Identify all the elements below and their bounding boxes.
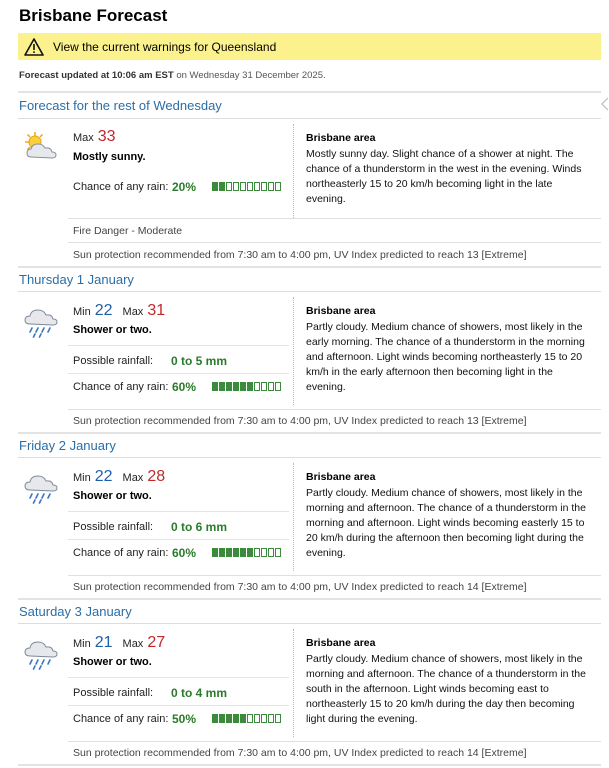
- divider: [68, 218, 601, 219]
- divider: [18, 764, 601, 766]
- day-heading: Friday 2 January: [19, 438, 116, 453]
- min-temp: 22: [94, 468, 113, 485]
- divider: [18, 623, 601, 624]
- chance-bar-segment: [247, 182, 253, 191]
- chance-bar-segment: [212, 548, 218, 557]
- max-temp: 33: [97, 128, 116, 145]
- day-heading: Saturday 3 January: [19, 604, 132, 619]
- chance-bar-segment: [219, 382, 225, 391]
- chevron-left-icon[interactable]: [600, 96, 609, 112]
- area-heading: Brisbane area: [306, 305, 376, 317]
- chance-rain-value: 50%: [172, 712, 197, 726]
- day-heading: Forecast for the rest of Wednesday: [19, 98, 222, 113]
- page-title: Brisbane Forecast: [19, 6, 168, 25]
- divider: [68, 511, 289, 512]
- divider: [68, 705, 289, 706]
- chance-bar-segment: [233, 548, 239, 557]
- forecast-summary: Shower or two.: [73, 656, 152, 668]
- column-divider: [293, 629, 294, 737]
- chance-rain-label: Chance of any rain:: [73, 713, 169, 725]
- chance-bar-segment: [219, 714, 225, 723]
- sun-protection: Sun protection recommended from 7:30 am to 4:00 pm, UV Index predicted to reach 13 [Extreme]: [73, 249, 527, 261]
- temperature-range: Min 22 Max 28: [73, 468, 166, 485]
- chance-bar-segment: [240, 548, 246, 557]
- chance-bar-segment: [261, 548, 267, 557]
- forecast-text: Partly cloudy. Medium chance of showers, most likely in the morning and afternoon. The chance of a thunderstorm in the south in the afternoon. Light winds becoming east to northeasterly 15 to 20 km/h during the day then becoming light during the evening.: [306, 653, 586, 725]
- chance-bar-segment: [275, 382, 281, 391]
- sun-protection: Sun protection recommended from 7:30 am to 4:00 pm, UV Index predicted to reach 14 [Extreme]: [73, 747, 527, 759]
- rainfall-amount: 0 to 6 mm: [171, 520, 228, 534]
- forecast-text: Mostly sunny day. Slight chance of a shower at night. The chance of a thunderstorm in the west in the evening. Winds northeasterly 15 to 20 km/h becoming light in the late evening.: [306, 148, 582, 205]
- chance-bar-segment: [268, 182, 274, 191]
- temperature-range: Max 33: [73, 128, 116, 145]
- rainfall-amount: 0 to 5 mm: [171, 354, 228, 368]
- warning-triangle-icon: [24, 37, 46, 57]
- chance-bar-segment: [254, 548, 260, 557]
- chance-bar-segment: [261, 182, 267, 191]
- chance-bar-segment: [240, 382, 246, 391]
- chance-rain-label: Chance of any rain:: [73, 381, 169, 393]
- chance-bar-segment: [226, 714, 232, 723]
- divider: [68, 373, 289, 374]
- day-heading: Thursday 1 January: [19, 272, 134, 287]
- chance-bar-segment: [219, 182, 225, 191]
- divider: [18, 266, 601, 268]
- column-divider: [293, 463, 294, 571]
- forecast-summary: Mostly sunny.: [73, 151, 146, 163]
- min-temp: 22: [94, 302, 113, 319]
- sun-protection: Sun protection recommended from 7:30 am to 4:00 pm, UV Index predicted to reach 14 [Extreme]: [73, 581, 527, 593]
- column-divider: [293, 297, 294, 405]
- warnings-link[interactable]: [18, 33, 601, 60]
- divider: [68, 539, 289, 540]
- divider: [18, 118, 601, 119]
- divider: [68, 242, 601, 243]
- area-heading: Brisbane area: [306, 132, 376, 144]
- chance-bar-segment: [275, 714, 281, 723]
- chance-bar-segment: [261, 714, 267, 723]
- chance-bar-segment: [233, 714, 239, 723]
- chance-bar-segment: [226, 548, 232, 557]
- rainfall-label: Possible rainfall:: [73, 355, 154, 367]
- divider: [68, 409, 601, 410]
- chance-rain-bar: [212, 714, 282, 723]
- forecast-summary: Shower or two.: [73, 324, 152, 336]
- chance-bar-segment: [226, 382, 232, 391]
- chance-bar-segment: [261, 382, 267, 391]
- shower-icon: [21, 636, 59, 670]
- sun-protection: Sun protection recommended from 7:30 am to 4:00 pm, UV Index predicted to reach 13 [Extreme]: [73, 415, 527, 427]
- chance-rain-bar: [212, 382, 282, 391]
- divider: [68, 741, 601, 742]
- chance-bar-segment: [275, 548, 281, 557]
- chance-rain-value: 60%: [172, 546, 197, 560]
- divider: [68, 575, 601, 576]
- chance-bar-segment: [233, 182, 239, 191]
- chance-bar-segment: [254, 714, 260, 723]
- warnings-link-label: View the current warnings for Queensland: [53, 39, 277, 54]
- column-divider: [293, 124, 294, 218]
- chance-bar-segment: [268, 382, 274, 391]
- divider: [18, 432, 601, 434]
- chance-rain-bar: [212, 182, 282, 191]
- max-temp: 28: [147, 468, 166, 485]
- area-heading: Brisbane area: [306, 471, 376, 483]
- forecast-text: Partly cloudy. Medium chance of showers, most likely in the morning and afternoon. The chance of a thunderstorm in the morning and afternoon. Light winds becoming easterly 15 to 20 km/h during the afternoon then becoming light during the evening.: [306, 487, 586, 559]
- chance-bar-segment: [212, 182, 218, 191]
- area-heading: Brisbane area: [306, 637, 376, 649]
- fire-danger: Fire Danger - Moderate: [73, 225, 183, 237]
- chance-bar-segment: [240, 182, 246, 191]
- divider: [68, 677, 289, 678]
- max-temp: 27: [147, 634, 166, 651]
- rainfall-label: Possible rainfall:: [73, 521, 154, 533]
- chance-rain-label: Chance of any rain:: [73, 181, 169, 193]
- chance-bar-segment: [212, 382, 218, 391]
- chance-bar-segment: [219, 548, 225, 557]
- chance-bar-segment: [240, 714, 246, 723]
- chance-bar-segment: [226, 182, 232, 191]
- forecast-summary: Shower or two.: [73, 490, 152, 502]
- chance-bar-segment: [233, 382, 239, 391]
- temperature-range: Min 22 Max 31: [73, 302, 166, 319]
- mostly-sunny-icon: [21, 130, 59, 164]
- chance-bar-segment: [268, 548, 274, 557]
- max-temp: 31: [147, 302, 166, 319]
- rainfall-label: Possible rainfall:: [73, 687, 154, 699]
- chance-bar-segment: [268, 714, 274, 723]
- shower-icon: [21, 304, 59, 338]
- chance-bar-segment: [254, 382, 260, 391]
- divider: [18, 91, 601, 93]
- divider: [18, 457, 601, 458]
- forecast-text: Partly cloudy. Medium chance of showers, most likely in the early morning. The chance of a thunderstorm in the morning and afternoon. Light winds becoming northeasterly 15 to 20 km/h in the early afternoon then becoming light in the evening.: [306, 321, 585, 393]
- chance-rain-bar: [212, 548, 282, 557]
- chance-bar-segment: [275, 182, 281, 191]
- chance-rain-value: 20%: [172, 180, 197, 194]
- chance-rain-value: 60%: [172, 380, 197, 394]
- chance-bar-segment: [247, 548, 253, 557]
- min-temp: 21: [94, 634, 113, 651]
- rainfall-amount: 0 to 4 mm: [171, 686, 228, 700]
- chance-bar-segment: [254, 182, 260, 191]
- chance-bar-segment: [247, 382, 253, 391]
- chance-rain-label: Chance of any rain:: [73, 547, 169, 559]
- shower-icon: [21, 470, 59, 504]
- divider: [18, 598, 601, 600]
- divider: [18, 291, 601, 292]
- temperature-range: Min 21 Max 27: [73, 634, 166, 651]
- divider: [68, 345, 289, 346]
- chance-bar-segment: [247, 714, 253, 723]
- chance-bar-segment: [212, 714, 218, 723]
- updated-text: Forecast updated at 10:06 am EST on Wednesday 31 December 2025.: [19, 70, 326, 81]
